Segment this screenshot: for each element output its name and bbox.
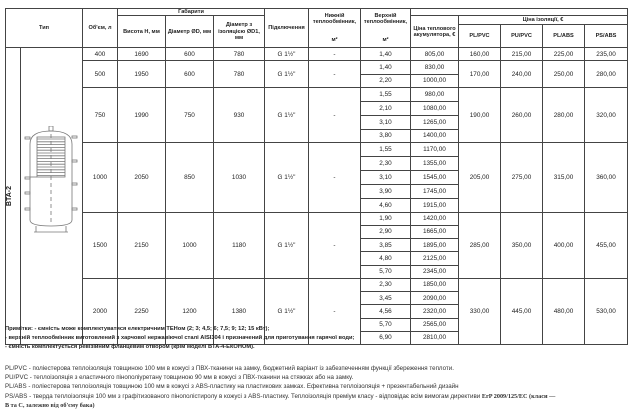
- height-cell: 2050: [118, 143, 166, 212]
- ins-ps-abs-cell: 235,00: [585, 48, 628, 61]
- legend-pu-pvc: PU/PVC - теплоізоляція з еластичного пінополіуретану товщиною 90 мм в кожусі з ПВХ-тканини на стяжках або на замку.: [5, 374, 354, 382]
- connection-cell: G 1½": [265, 143, 309, 212]
- diameter-cell: 750: [166, 88, 214, 143]
- lower-hx-cell: -: [309, 48, 361, 61]
- tank-drawing-icon: [22, 126, 82, 236]
- connection-cell: G 1½": [265, 212, 309, 278]
- connection-cell: G 1½": [265, 278, 309, 344]
- ins-pl-abs-cell: 315,00: [543, 143, 585, 212]
- header-ins-pl-pvc: PL/PVC: [459, 24, 501, 48]
- diameter-insulated-cell: 1180: [214, 212, 265, 278]
- legend-ps-abs-continued: В та С, залежно від об'єму бака): [5, 401, 95, 409]
- upper-hx-cell: 3,90: [361, 185, 411, 199]
- diameter-insulated-cell: 780: [214, 61, 265, 88]
- ins-pl-pvc-cell: 285,00: [459, 212, 501, 278]
- accumulator-price-cell: 1545,00: [411, 171, 459, 185]
- ins-ps-abs-cell: 360,00: [585, 143, 628, 212]
- accumulator-price-cell: 1420,00: [411, 212, 459, 225]
- price-table: [5, 8, 628, 345]
- ins-pu-pvc-cell: 275,00: [501, 143, 543, 212]
- diameter-cell: 1000: [166, 212, 214, 278]
- legend-pl-abs: PL/ABS - поліестерова теплоізоляція товщиною 100 мм в кожусі з ABS-пластику на пластикових замках. Ефективна теплоізоляція + презентабельний дизайн: [5, 383, 459, 391]
- table-row: [6, 61, 628, 75]
- lower-hx-unit: м²: [331, 37, 338, 44]
- diameter-insulated-cell: 780: [214, 48, 265, 61]
- model-cell: [6, 48, 21, 345]
- header-accumulator-price: Ціна теплового акумулятора, €: [411, 16, 459, 48]
- ins-ps-abs-cell: 530,00: [585, 278, 628, 344]
- ins-pu-pvc-cell: 240,00: [501, 61, 543, 88]
- legend-pl-pvc: PL/PVC - поліестерова теплоізоляція товщиною 100 мм в кожусі з ПВХ-тканини на замку, бюджетний варіант із забезпеченням функції збереження теплоти.: [5, 365, 454, 372]
- ins-pl-abs-cell: 250,00: [543, 61, 585, 88]
- accumulator-price-cell: 1850,00: [411, 278, 459, 291]
- upper-hx-cell: 1,55: [361, 88, 411, 102]
- table-row: [6, 143, 628, 157]
- diameter-insulated-cell: 930: [214, 88, 265, 143]
- ins-pu-pvc-cell: 215,00: [501, 48, 543, 61]
- diameter-cell: 1200: [166, 278, 214, 344]
- header-volume: Об'єм, л: [83, 9, 118, 48]
- header-ins-pu-pvc: PU/PVC: [501, 24, 543, 48]
- height-cell: 1950: [118, 61, 166, 88]
- connection-cell: G 1½": [265, 88, 309, 143]
- lower-hx-cell: -: [309, 212, 361, 278]
- upper-hx-cell: 2,30: [361, 278, 411, 291]
- header-blank: [411, 9, 628, 16]
- header-upper-hx: [361, 9, 411, 48]
- accumulator-price-cell: 1080,00: [411, 102, 459, 116]
- table-row: [6, 48, 628, 61]
- upper-hx-cell: 2,90: [361, 226, 411, 239]
- header-dimensions: Габарити: [118, 9, 265, 16]
- connection-cell: G 1½": [265, 48, 309, 61]
- table-row: [6, 278, 628, 291]
- lower-hx-cell: -: [309, 143, 361, 212]
- lower-hx-cell: -: [309, 278, 361, 344]
- upper-hx-cell: 2,10: [361, 102, 411, 116]
- note-line-3: - ємність комплектується ревізійним фланцевим отвором (крім моделі BTA-4-ЕКОНОМ).: [5, 344, 255, 350]
- legend-ps-abs: PS/ABS - тверда теплоізоляція 100 мм з графітизованого пінополістиролу в кожусі з ABS-пластику. Теплоізоляція преміум класу - відповідає всім вимогам директиви: [5, 392, 482, 400]
- accumulator-price-cell: 1000,00: [411, 74, 459, 88]
- header-connection: Підключення: [265, 9, 309, 48]
- accumulator-price-cell: 1170,00: [411, 143, 459, 157]
- header-insulation-price: Ціна ізоляції, €: [459, 16, 628, 24]
- upper-hx-cell: 3,85: [361, 239, 411, 252]
- volume-cell: 2000: [83, 278, 118, 344]
- lower-hx-cell: -: [309, 88, 361, 143]
- height-cell: 2250: [118, 278, 166, 344]
- upper-hx-cell: 3,45: [361, 292, 411, 305]
- upper-hx-cell: 4,60: [361, 198, 411, 212]
- accumulator-price-cell: 805,00: [411, 48, 459, 61]
- connection-cell: G 1½": [265, 61, 309, 88]
- ins-ps-abs-cell: 280,00: [585, 61, 628, 88]
- accumulator-price-cell: 2810,00: [411, 332, 459, 345]
- accumulator-price-cell: 1355,00: [411, 157, 459, 171]
- upper-hx-cell: 3,80: [361, 129, 411, 143]
- accumulator-price-cell: 2345,00: [411, 265, 459, 278]
- accumulator-price-cell: 1400,00: [411, 129, 459, 143]
- upper-hx-cell: 2,20: [361, 74, 411, 88]
- header-ins-pl-abs: PL/ABS: [543, 24, 585, 48]
- upper-hx-cell: 1,40: [361, 48, 411, 61]
- tank-drawing-cell: [21, 48, 83, 345]
- ins-pl-abs-cell: 280,00: [543, 88, 585, 143]
- accumulator-price-cell: 2090,00: [411, 292, 459, 305]
- header-ins-ps-abs: PS/ABS: [585, 24, 628, 48]
- ins-pl-abs-cell: 225,00: [543, 48, 585, 61]
- ins-pl-abs-cell: 400,00: [543, 212, 585, 278]
- diameter-cell: 600: [166, 61, 214, 88]
- accumulator-price-cell: 1265,00: [411, 115, 459, 129]
- upper-hx-cell: 6,90: [361, 332, 411, 345]
- accumulator-price-cell: 2125,00: [411, 252, 459, 265]
- ins-pu-pvc-cell: 350,00: [501, 212, 543, 278]
- diameter-insulated-cell: 1030: [214, 143, 265, 212]
- upper-hx-cell: 2,30: [361, 157, 411, 171]
- diameter-insulated-cell: 1380: [214, 278, 265, 344]
- ins-pl-pvc-cell: 330,00: [459, 278, 501, 344]
- upper-hx-cell: 4,56: [361, 305, 411, 318]
- upper-hx-cell: 1,90: [361, 212, 411, 225]
- price-table-body: [6, 48, 628, 345]
- accumulator-price-cell: 980,00: [411, 88, 459, 102]
- upper-hx-cell: 5,70: [361, 265, 411, 278]
- volume-cell: 750: [83, 88, 118, 143]
- notes: [5, 325, 354, 352]
- ins-pl-pvc-cell: 170,00: [459, 61, 501, 88]
- lower-hx-cell: -: [309, 61, 361, 88]
- accumulator-price-cell: 1745,00: [411, 185, 459, 199]
- table-row: [6, 212, 628, 225]
- header-dim-diameter: Діаметр ØD, мм: [166, 16, 214, 48]
- upper-hx-label: Верхній теплообмінник,: [363, 12, 408, 25]
- note-line-2: - верхній теплообмінник виготовлений з харчової нержавіючої сталі AISI304 і призначений для приготування гарячої води;: [5, 335, 355, 341]
- accumulator-price-cell: 1895,00: [411, 239, 459, 252]
- ins-pl-pvc-cell: 190,00: [459, 88, 501, 143]
- accumulator-price-cell: 2565,00: [411, 318, 459, 331]
- ins-pl-abs-cell: 480,00: [543, 278, 585, 344]
- model-label: BTA-2: [6, 186, 13, 207]
- diameter-cell: 600: [166, 48, 214, 61]
- height-cell: 1990: [118, 88, 166, 143]
- header-type: Тип: [6, 9, 83, 48]
- height-cell: 1690: [118, 48, 166, 61]
- upper-hx-unit: м²: [382, 37, 389, 44]
- volume-cell: 400: [83, 48, 118, 61]
- volume-cell: 500: [83, 61, 118, 88]
- note-line-1: - ємність може комплектуватися електричним ТЕНом (2; 3; 4,5; 6; 7,5; 9; 12; 15 кВт);: [32, 326, 270, 332]
- ins-pl-pvc-cell: 205,00: [459, 143, 501, 212]
- upper-hx-cell: 3,10: [361, 171, 411, 185]
- upper-hx-cell: 1,40: [361, 61, 411, 75]
- accumulator-price-cell: 1915,00: [411, 198, 459, 212]
- notes-label: Примітки:: [5, 326, 33, 332]
- insulation-legend: [5, 364, 555, 410]
- volume-cell: 1500: [83, 212, 118, 278]
- ins-pu-pvc-cell: 445,00: [501, 278, 543, 344]
- header-lower-hx: [309, 9, 361, 48]
- lower-hx-label: Нижній теплообмінник,: [312, 12, 357, 25]
- upper-hx-cell: 5,70: [361, 318, 411, 331]
- table-row: [6, 88, 628, 102]
- ins-pl-pvc-cell: 160,00: [459, 48, 501, 61]
- upper-hx-cell: 3,10: [361, 115, 411, 129]
- accumulator-price-cell: 2320,00: [411, 305, 459, 318]
- ins-ps-abs-cell: 320,00: [585, 88, 628, 143]
- volume-cell: 1000: [83, 143, 118, 212]
- accumulator-price-cell: 1665,00: [411, 226, 459, 239]
- ins-pu-pvc-cell: 260,00: [501, 88, 543, 143]
- upper-hx-cell: 1,55: [361, 143, 411, 157]
- height-cell: 2150: [118, 212, 166, 278]
- accumulator-price-cell: 830,00: [411, 61, 459, 75]
- price-table-container: [5, 8, 628, 345]
- diameter-cell: 850: [166, 143, 214, 212]
- upper-hx-cell: 4,80: [361, 252, 411, 265]
- ins-ps-abs-cell: 455,00: [585, 212, 628, 278]
- header-dim-diameter-ins: Діаметр з ізоляцією ØD1, мм: [214, 16, 265, 48]
- header-dim-height: Висота Н, мм: [118, 16, 166, 48]
- legend-ps-abs-directive: ErP 2009/125/EC (класи —: [481, 392, 556, 400]
